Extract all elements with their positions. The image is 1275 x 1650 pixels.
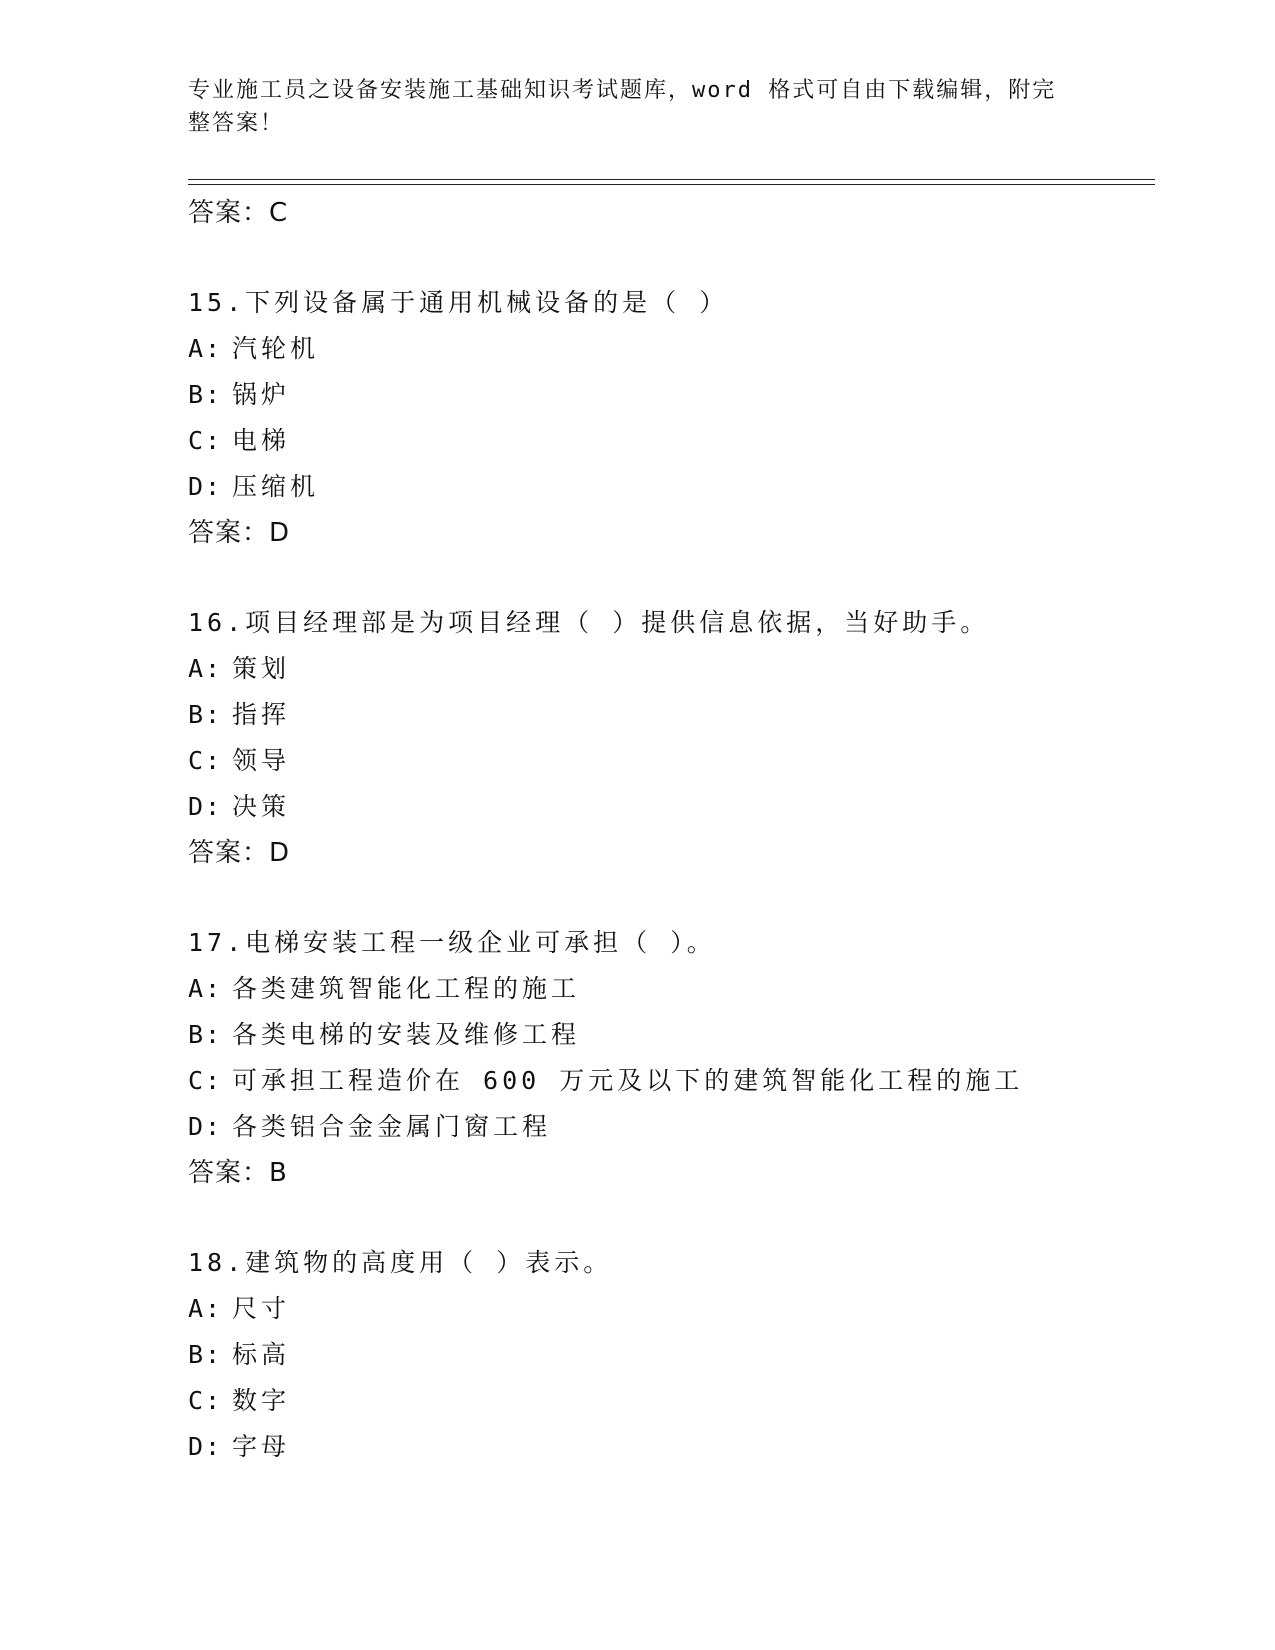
- option-d: [188, 784, 1148, 830]
- option-c: [188, 738, 1148, 784]
- option-letter: C:: [188, 1386, 223, 1415]
- option-text: 字母: [232, 1432, 291, 1461]
- spacer: [188, 1196, 1148, 1240]
- option-text: 电梯: [232, 426, 291, 455]
- option-text: 汽轮机: [232, 334, 320, 363]
- question-stem: 15.下列设备属于通用机械设备的是（ ）: [188, 288, 729, 317]
- answer-line: 答案：D: [188, 518, 291, 548]
- option-text: 各类铝合金金属门窗工程: [232, 1112, 552, 1141]
- option-d: [188, 1104, 1148, 1150]
- option-letter: C:: [188, 1066, 223, 1095]
- question-stem: 18.建筑物的高度用（ ）表示。: [188, 1248, 613, 1277]
- option-letter: A:: [188, 654, 223, 683]
- option-text: 领导: [232, 746, 291, 775]
- document-header: [188, 74, 1078, 140]
- option-text: 各类电梯的安装及维修工程: [232, 1020, 581, 1049]
- option-text: 压缩机: [232, 472, 320, 501]
- previous-answer: 答案：C: [188, 198, 289, 228]
- option-text: 各类建筑智能化工程的施工: [232, 974, 581, 1003]
- option-letter: A:: [188, 334, 223, 363]
- question-stem: 17.电梯安装工程一级企业可承担（ ）。: [188, 928, 716, 957]
- option-b: [188, 692, 1148, 738]
- option-letter: D:: [188, 1112, 223, 1141]
- option-a: [188, 646, 1148, 692]
- header-line-2: 整答案！: [188, 111, 285, 136]
- option-text: 决策: [232, 792, 291, 821]
- option-letter: B:: [188, 1020, 223, 1049]
- option-text: 标高: [232, 1340, 291, 1369]
- option-letter: A:: [188, 1294, 223, 1323]
- question-block: [188, 280, 1148, 556]
- header-line-1: 专业施工员之设备安装施工基础知识考试题库，word 格式可自由下载编辑，附完: [188, 78, 1057, 103]
- question-block: [188, 1240, 1148, 1470]
- option-b: [188, 372, 1148, 418]
- option-text: 策划: [232, 654, 291, 683]
- question-block: [188, 920, 1148, 1196]
- option-a: [188, 1286, 1148, 1332]
- option-b: [188, 1332, 1148, 1378]
- option-letter: C:: [188, 746, 223, 775]
- option-letter: D:: [188, 792, 223, 821]
- option-letter: D:: [188, 1432, 223, 1461]
- option-d: [188, 464, 1148, 510]
- option-letter: B:: [188, 700, 223, 729]
- option-a: [188, 966, 1148, 1012]
- option-text: 指挥: [232, 700, 291, 729]
- option-letter: B:: [188, 1340, 223, 1369]
- option-text: 锅炉: [232, 380, 291, 409]
- answer-line: 答案：B: [188, 1158, 288, 1188]
- option-text: 可承担工程造价在 600 万元及以下的建筑智能化工程的施工: [232, 1066, 1024, 1095]
- option-c: [188, 418, 1148, 464]
- option-letter: A:: [188, 974, 223, 1003]
- option-letter: B:: [188, 380, 223, 409]
- spacer: [188, 236, 1148, 280]
- question-list: [188, 190, 1148, 1470]
- option-a: [188, 326, 1148, 372]
- answer-line: 答案：D: [188, 838, 291, 868]
- option-text: 尺寸: [232, 1294, 291, 1323]
- spacer: [188, 876, 1148, 920]
- header-rule-bottom: [188, 184, 1155, 185]
- header-rule-top: [188, 179, 1155, 180]
- option-c: [188, 1378, 1148, 1424]
- option-b: [188, 1012, 1148, 1058]
- option-d: [188, 1424, 1148, 1470]
- question-block: [188, 600, 1148, 876]
- option-letter: C:: [188, 426, 223, 455]
- option-letter: D:: [188, 472, 223, 501]
- spacer: [188, 556, 1148, 600]
- question-stem: 16.项目经理部是为项目经理（ ）提供信息依据，当好助手。: [188, 608, 990, 637]
- option-c: [188, 1058, 1148, 1104]
- option-text: 数字: [232, 1386, 291, 1415]
